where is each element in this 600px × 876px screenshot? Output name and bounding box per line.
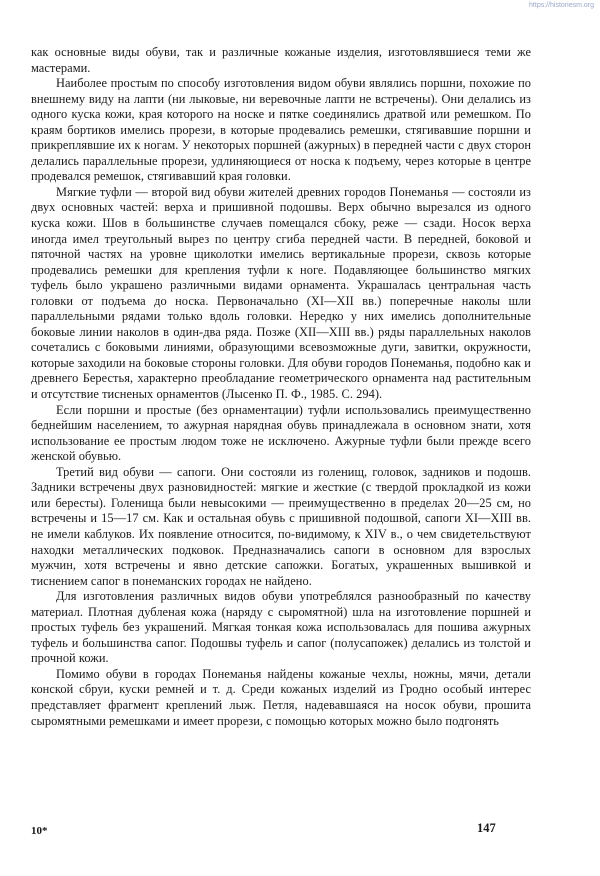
paragraph-leather-items: Помимо обуви в городах Понеманья найдены кожаные чехлы, ножны, мячи, детали конской сбруи, куски ремней и т. д. Среди кожаных изделий из Гродно особый интерес представляет фрагмент креплений лыж. Петля, надевавшаяся на носок обуви, прошита сыромятными ремешками и имеет прорези, с помощью которых можно было подгонять [31,666,531,728]
watermark-url[interactable]: https://historiesm.org [529,2,594,9]
paragraph-materials: Для изготовления различных видов обуви употреблялся разнообразный по качеству материал. Плотная дубленая кожа (наряду с сыромятной) шла на изготовление поршней и простых туфель без украшений. Мягкая тонкая кожа использовалась для пошива ажурных туфель и большинства сапог. Подошвы туфель и сапог (полусапожек) делались из толстой и прочной кожи. [31,589,531,666]
body-text [31,45,531,729]
paragraph-boots: Третий вид обуви — сапоги. Они состояли из голенищ, головок, задников и подошв. Задники встречены двух разновидностей: мягкие и жесткие (с твердой прокладкой из кожи или бересты). Голенища были невысокими — преимущественно в пределах 20—25 см, но встречены и 15—17 см. Как и остальная обувь с пришивной подошвой, сапоги XI—XIII вв. не имели каблуков. Их появление относится, по-видимому, к XIV в., о чем свидетельствуют находки металлических подковок. Предназначались сапоги в основном для взрослых мужчин, хотя встречены и явно детские сапожки. Богатых, украшенных вышивкой и тиснением сапог в понеманских городах не найдено. [31,464,531,588]
paragraph-continuation: как основные виды обуви, так и различные кожаные изделия, изготовлявшиеся теми же мастерами. [31,45,531,75]
page-number: 147 [477,821,496,835]
paragraph-soft-shoes: Мягкие туфли — второй вид обуви жителей древних городов Понеманья — состояли из двух основных частей: верха и пришивной подошвы. Верх обычно вырезался из одного куска кожи. Шов в большинстве случаев помещался сбоку, реже — сзади. Носок верха иногда имел треугольный вырез по центру сгиба передней части. В передней, боковой и пяточной частях на уровне щиколотки имелись вертикальные прорези, сквозь которые продевались ремешки для крепления туфли к ноге. Подавляющее большинство мягких туфель было украшено различными видами орнамента. Украшалась центральная часть головки от подъема до носка. Первоначально (XI—XII вв.) поперечные наколы шли параллельными рядами только вдоль головки. Нередко у них имелись дополнительные боковые линии наколов в один-два ряда. Позже (XII—XIII вв.) ряды параллельных наколов сочетались с боковыми линиями, образующими всевозможные дуги, завитки, окружности, которые заходили на боковые стороны головки. Для обуви городов Понеманья, подобно как и древнего Берестья, характерно преобладание геометрического орнамента над растительным и отсутствие тисненых орнаментов (Лысенко П. Ф., 1985. С. 294). [31,184,531,402]
paragraph-porshni: Наиболее простым по способу изготовления видом обуви являлись поршни, похожие по внешнему виду на лапти (ни лыковые, ни веревочные лапти не встречены). Они делались из одного куска кожи, края которого на носке и пятке соединялись дратвой или ремешком. По краям бортиков имелись прорези, в которые продевались ремешки, стягивавшие поршни и прикреплявшие их к ногам. У некоторых поршней (ажурных) в передней части с двух сторон делались параллельные прорези, удлиняющиеся от носка к подъему, через которые в центре продевался ремешок, стягивавший края головки. [31,76,531,184]
signature-mark: 10* [31,825,48,837]
paragraph-usage: Если поршни и простые (без орнаментации) туфли использовались преимущественно беднейшим населением, то ажурная нарядная обувь принадлежала в основном знати, хотя использование ее простым людом тоже не исключено. Ажурные туфли были прежде всего женской обувью. [31,402,531,464]
